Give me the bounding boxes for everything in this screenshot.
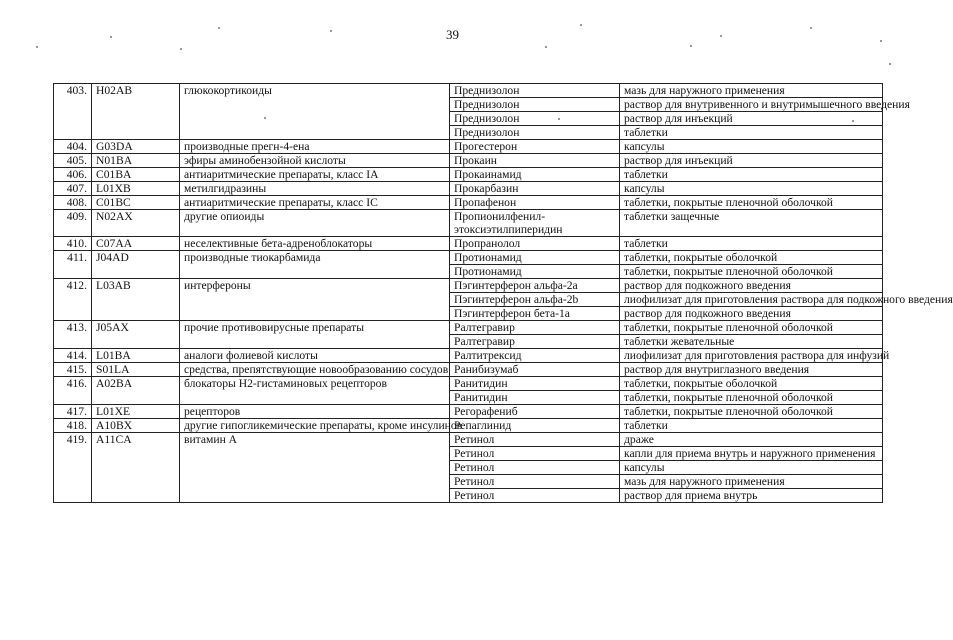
atc-code: N01BA (92, 154, 180, 168)
row-number: 416. (54, 377, 92, 405)
medication-table (53, 83, 953, 503)
atc-code: J05AX (92, 321, 180, 349)
scan-speck (36, 46, 38, 48)
drug-name: Ранитидин (450, 377, 620, 391)
dosage-form: капли для приема внутрь и наружного применения (620, 447, 883, 461)
dosage-form: таблетки жевательные (620, 335, 883, 349)
dosage-form: драже (620, 433, 883, 447)
row-number: 410. (54, 237, 92, 251)
drug-name: Прокарбазин (450, 182, 620, 196)
drug-name: Прокаинамид (450, 168, 620, 182)
drug-name: Ретинол (450, 489, 620, 503)
table-row (54, 210, 883, 237)
scan-speck (880, 40, 882, 42)
dosage-form: мазь для наружного применения (620, 84, 883, 98)
drug-group: средства, препятствующие новообразованию сосудов (180, 363, 450, 377)
row-number: 418. (54, 419, 92, 433)
drug-name: Ретинол (450, 461, 620, 475)
drug-name: Пропионилфенил-этоксиэтилпиперидин (450, 210, 620, 237)
dosage-form: лиофилизат для приготовления раствора для инфузий (620, 349, 883, 363)
table-row (54, 196, 883, 210)
table-row (54, 154, 883, 168)
dosage-form: раствор для подкожного введения (620, 279, 883, 293)
dosage-form: раствор для подкожного введения (620, 307, 883, 321)
dosage-form: раствор для внутривенного и внутримышечного введения (620, 98, 883, 112)
drug-group: производные прегн-4-ена (180, 140, 450, 154)
dosage-form: таблетки, покрытые пленочной оболочкой (620, 321, 883, 335)
dosage-form: мазь для наружного применения (620, 475, 883, 489)
table-row (54, 251, 883, 265)
drug-group: прочие противовирусные препараты (180, 321, 450, 349)
drug-name: Ранибизумаб (450, 363, 620, 377)
atc-code: S01LA (92, 363, 180, 377)
drug-group: антиаритмические препараты, класс IC (180, 196, 450, 210)
atc-code: J04AD (92, 251, 180, 279)
scan-speck (852, 120, 854, 122)
table-row (54, 140, 883, 154)
drug-group: интерфероны (180, 279, 450, 321)
drug-name: Протионамид (450, 251, 620, 265)
dosage-form: таблетки (620, 237, 883, 251)
drug-group: эфиры аминобензойной кислоты (180, 154, 450, 168)
scan-speck (889, 63, 891, 65)
drug-group: другие гипогликемические препараты, кроме инсулинов (180, 419, 450, 433)
row-number: 415. (54, 363, 92, 377)
scan-speck (690, 45, 692, 47)
drug-name: Ралтегравир (450, 335, 620, 349)
drug-name: Преднизолон (450, 84, 620, 98)
atc-code: A10BX (92, 419, 180, 433)
drug-name: Преднизолон (450, 112, 620, 126)
table-row (54, 363, 883, 377)
dosage-form: таблетки, покрытые пленочной оболочкой (620, 405, 883, 419)
scan-speck (810, 27, 812, 29)
scan-speck (558, 118, 560, 120)
drug-group: антиаритмические препараты, класс IA (180, 168, 450, 182)
table-row (54, 433, 883, 447)
drug-name: Прогестерон (450, 140, 620, 154)
drug-group: витамин А (180, 433, 450, 503)
table-row (54, 405, 883, 419)
dosage-form: таблетки, покрытые пленочной оболочкой (620, 196, 883, 210)
drug-name: Пэгинтерферон альфа-2а (450, 279, 620, 293)
row-number: 404. (54, 140, 92, 154)
dosage-form: таблетки (620, 419, 883, 433)
atc-code: C01BC (92, 196, 180, 210)
table-row (54, 349, 883, 363)
dosage-form: таблетки (620, 168, 883, 182)
atc-code: A11CA (92, 433, 180, 503)
drug-group: аналоги фолиевой кислоты (180, 349, 450, 363)
drug-name: Пэгинтерферон бета-1а (450, 307, 620, 321)
drug-group: производные тиокарбамида (180, 251, 450, 279)
drug-name: Пропранолол (450, 237, 620, 251)
table-row (54, 182, 883, 196)
drug-group: метилгидразины (180, 182, 450, 196)
atc-code: L01XB (92, 182, 180, 196)
drug-name: Преднизолон (450, 98, 620, 112)
drug-name: Протионамид (450, 265, 620, 279)
drug-name: Преднизолон (450, 126, 620, 140)
row-number: 417. (54, 405, 92, 419)
table-row (54, 377, 883, 391)
atc-code: C01BA (92, 168, 180, 182)
drug-name: Ралтегравир (450, 321, 620, 335)
drug-group: блокаторы H2-гистаминовых рецепторов (180, 377, 450, 405)
table-row (54, 84, 883, 98)
row-number: 408. (54, 196, 92, 210)
dosage-form: таблетки, покрытые оболочкой (620, 251, 883, 265)
dosage-form: таблетки, покрытые пленочной оболочкой (620, 391, 883, 405)
row-number: 407. (54, 182, 92, 196)
atc-code: L01XE (92, 405, 180, 419)
row-number: 403. (54, 84, 92, 140)
table-row (54, 419, 883, 433)
drug-name: Ранитидин (450, 391, 620, 405)
atc-code: A02BA (92, 377, 180, 405)
row-number: 419. (54, 433, 92, 503)
table-row (54, 321, 883, 335)
dosage-form: лиофилизат для приготовления раствора для подкожного введения (620, 293, 883, 307)
drug-name: Пропафенон (450, 196, 620, 210)
scan-speck (720, 35, 722, 37)
row-number: 411. (54, 251, 92, 279)
dosage-form: капсулы (620, 461, 883, 475)
atc-code: C07AA (92, 237, 180, 251)
row-number: 405. (54, 154, 92, 168)
row-number: 409. (54, 210, 92, 237)
scan-speck (330, 30, 332, 32)
dosage-form: таблетки, покрытые оболочкой (620, 377, 883, 391)
dosage-form: капсулы (620, 140, 883, 154)
scan-speck (218, 27, 220, 29)
drug-name: Прокаин (450, 154, 620, 168)
table-row (54, 168, 883, 182)
dosage-form: таблетки защечные (620, 210, 883, 237)
drug-name: Ретинол (450, 475, 620, 489)
row-number: 406. (54, 168, 92, 182)
scan-speck (580, 24, 582, 26)
drug-name: Пэгинтерферон альфа-2b (450, 293, 620, 307)
dosage-form: таблетки (620, 126, 883, 140)
drug-name: Ретинол (450, 447, 620, 461)
table-row (54, 237, 883, 251)
atc-code: N02AX (92, 210, 180, 237)
drug-name: Ретинол (450, 433, 620, 447)
drug-group: неселективные бета-адреноблокаторы (180, 237, 450, 251)
drug-group: другие опиоиды (180, 210, 450, 237)
scan-speck (545, 46, 547, 48)
drug-name: Регорафениб (450, 405, 620, 419)
scan-speck (180, 48, 182, 50)
dosage-form: капсулы (620, 182, 883, 196)
dosage-form: раствор для внутриглазного введения (620, 363, 883, 377)
atc-code: L03AB (92, 279, 180, 321)
dosage-form: раствор для инъекций (620, 112, 883, 126)
drug-name: Репаглинид (450, 419, 620, 433)
page-number: 39 (446, 27, 459, 42)
drug-name: Ралтитрексид (450, 349, 620, 363)
drug-group: глюкокортикоиды (180, 84, 450, 140)
dosage-form: раствор для инъекций (620, 154, 883, 168)
atc-code: G03DA (92, 140, 180, 154)
row-number: 413. (54, 321, 92, 349)
row-number: 412. (54, 279, 92, 321)
drug-group: рецепторов (180, 405, 450, 419)
scan-speck (264, 117, 266, 119)
dosage-form: раствор для приема внутрь (620, 489, 883, 503)
table-row (54, 279, 883, 293)
scan-speck (110, 36, 112, 38)
atc-code: H02AB (92, 84, 180, 140)
atc-code: L01BA (92, 349, 180, 363)
dosage-form: таблетки, покрытые пленочной оболочкой (620, 265, 883, 279)
row-number: 414. (54, 349, 92, 363)
